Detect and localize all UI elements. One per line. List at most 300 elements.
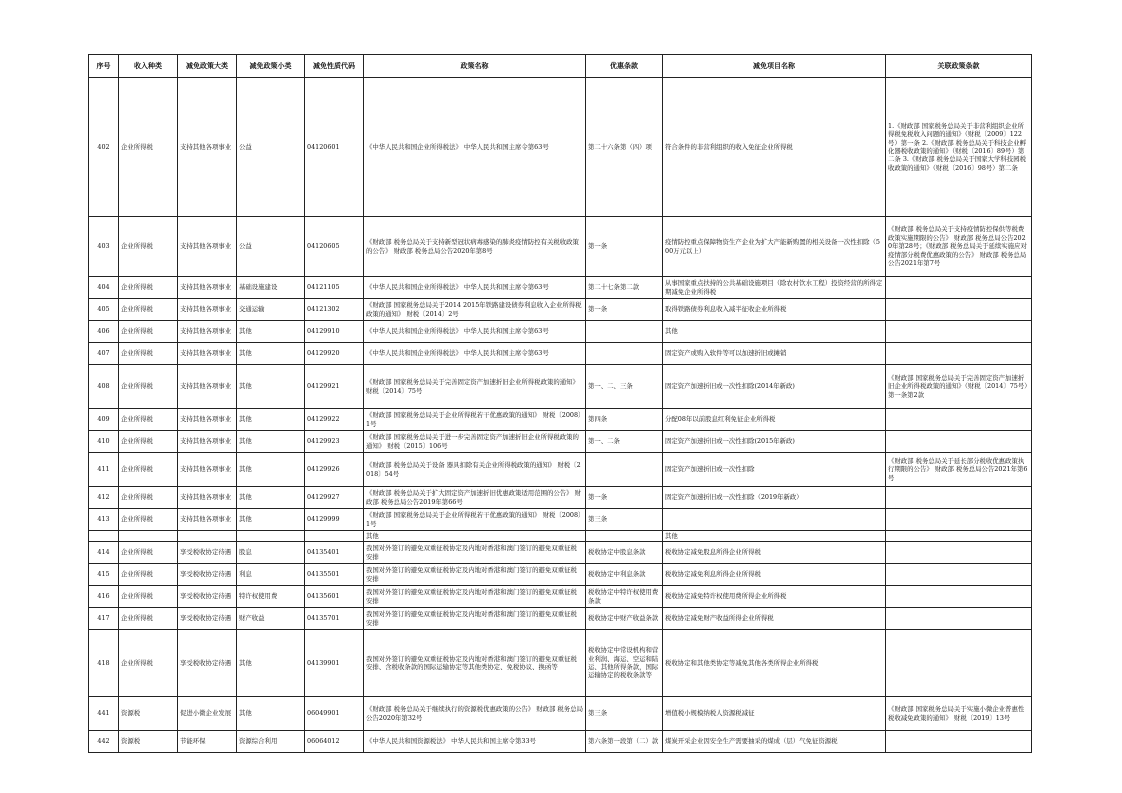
clause-text: 税收协定中常设机构和营业利润、海运、空运和陆运、其他所得条款，国际运输协定的税收条款等 (588, 646, 659, 680)
row-index-cell (89, 365, 119, 409)
related-clause-cell (886, 542, 1032, 564)
relief-item-text: 其他 (665, 531, 678, 540)
row-index-cell (89, 608, 119, 630)
income-type-text: 企业所得税 (121, 327, 153, 336)
policy-category-text: 支持其他各项事业 (180, 493, 232, 502)
relief-code-cell (305, 697, 364, 731)
related-clause-cell (886, 299, 1032, 321)
policy-name-cell (364, 453, 586, 487)
policy-category-text: 支持其他各项事业 (180, 305, 232, 314)
income-type-cell (119, 697, 178, 731)
table-row (89, 608, 1032, 630)
policy-name-cell (364, 608, 586, 630)
income-type-text: 企业所得税 (121, 305, 153, 314)
relief-item-cell (663, 217, 886, 277)
policy-category-text: 支持其他各项事业 (180, 382, 232, 391)
header-clause: 优惠条款 (586, 55, 663, 78)
table-row (89, 321, 1032, 343)
income-type-text: 企业所得税 (121, 415, 153, 424)
policy-name-cell (364, 299, 586, 321)
income-type-text: 企业所得税 (121, 515, 153, 524)
row-index-text: 410 (97, 437, 110, 446)
policy-category-cell (178, 630, 237, 697)
clause-cell (586, 542, 663, 564)
row-index-cell (89, 630, 119, 697)
related-clause-text: 《财政部 税务总局关于延长部分税收优惠政策执行期限的公告》 财政部 税务总局公告2021年第6号 (888, 456, 1028, 482)
policy-category-text: 享受税收协定待遇 (180, 658, 232, 667)
relief-code-text: 04129910 (307, 327, 340, 336)
policy-subcategory-cell (237, 531, 305, 542)
income-type-cell (119, 509, 178, 531)
clause-text: 第一、二、三条 (588, 382, 633, 391)
table-row (89, 431, 1032, 453)
relief-code-text: 04120601 (307, 142, 340, 151)
policy-category-text: 支持其他各项事业 (180, 242, 232, 251)
clause-text: 税收协定中财产收益条款 (588, 614, 659, 623)
relief-code-text: 04121105 (307, 283, 340, 292)
income-type-cell (119, 531, 178, 542)
policy-category-text: 支持其他各项事业 (180, 465, 232, 474)
relief-item-text: 煤炭开采企业因安全生产需要抽采的煤成（层）气免征资源税 (665, 737, 838, 746)
relief-code-cell (305, 343, 364, 365)
relief-item-cell (663, 608, 886, 630)
policy-category-text: 支持其他各项事业 (180, 437, 232, 446)
policy-name-cell (364, 487, 586, 509)
relief-code-cell (305, 217, 364, 277)
clause-cell (586, 564, 663, 586)
income-type-text: 资源税 (121, 737, 141, 746)
row-index-text: 406 (97, 327, 110, 336)
policy-name-text: 我国对外签订的避免双重征税协定及内地对香港和澳门签订的避免双重征税安排 (366, 566, 577, 583)
policy-table (88, 54, 1032, 753)
policy-category-cell (178, 564, 237, 586)
clause-text: 税收协定中特许权使用费条款 (588, 588, 659, 605)
policy-category-cell (178, 217, 237, 277)
relief-code-text: 04129921 (307, 382, 340, 391)
relief-item-text: 从事国家重点扶持的公共基础设施项目（除农村饮水工程）投资经营的所得定期减免企业所得税 (665, 279, 883, 296)
policy-name-cell (364, 542, 586, 564)
related-clause-cell (886, 321, 1032, 343)
policy-subcategory-cell (237, 630, 305, 697)
relief-code-text: 04129920 (307, 349, 340, 358)
income-type-cell (119, 564, 178, 586)
policy-subcategory-text: 利息 (239, 570, 252, 579)
policy-subcategory-text: 特许权使用费 (239, 592, 278, 601)
clause-cell (586, 277, 663, 299)
row-index-cell (89, 542, 119, 564)
row-index-text: 442 (97, 737, 110, 746)
row-index-text: 412 (97, 493, 110, 502)
row-index-text: 404 (97, 283, 110, 292)
policy-category-cell (178, 321, 237, 343)
row-index-cell (89, 277, 119, 299)
clause-text: 第一条 (588, 242, 608, 251)
income-type-cell (119, 731, 178, 753)
policy-category-text: 享受税收协定待遇 (180, 570, 232, 579)
related-clause-text: 《财政部 税务总局关于支持疫情防控保供等税费政策实施期限的公告》 财政部 税务总局公告2020年第28号；《财政部 税务总局关于延续实施应对疫情部分税费优惠政策的公告》 财政部 税务总局公告2021年第7号 (888, 225, 1027, 268)
policy-name-cell (364, 586, 586, 608)
relief-item-text: 固定资产加速折旧或一次性扣除 (665, 465, 755, 474)
related-clause-cell (886, 277, 1032, 299)
relief-item-cell (663, 78, 886, 217)
policy-subcategory-text: 其他 (239, 658, 252, 667)
policy-name-cell (364, 509, 586, 531)
relief-item-cell (663, 409, 886, 431)
clause-text: 第三条 (588, 515, 608, 524)
policy-subcategory-cell (237, 299, 305, 321)
relief-code-cell (305, 564, 364, 586)
relief-item-text: 固定资产加速折旧或一次性扣除(2015年新政) (665, 437, 795, 446)
income-type-cell (119, 78, 178, 217)
income-type-cell (119, 608, 178, 630)
relief-code-cell (305, 608, 364, 630)
related-clause-cell (886, 531, 1032, 542)
related-clause-cell (886, 608, 1032, 630)
income-type-text: 企业所得税 (121, 142, 153, 151)
policy-name-text: 《中华人民共和国企业所得税法》 中华人民共和国主席令第63号 (366, 349, 549, 358)
relief-item-cell (663, 453, 886, 487)
policy-subcategory-text: 资源综合利用 (239, 737, 278, 746)
policy-subcategory-text: 公益 (239, 142, 252, 151)
related-clause-text: 《财政部 国家税务总局关于实施小微企业普惠性税收减免政策的通知》 财税〔2019〕13号 (888, 705, 1025, 722)
policy-subcategory-text: 其他 (239, 437, 252, 446)
row-index-cell (89, 343, 119, 365)
clause-cell (586, 697, 663, 731)
policy-subcategory-text: 其他 (239, 415, 252, 424)
clause-cell (586, 630, 663, 697)
relief-item-text: 税收协定减免财产收益所得企业所得税 (665, 614, 774, 623)
row-index-cell (89, 697, 119, 731)
row-index-cell (89, 564, 119, 586)
relief-code-text: 04129923 (307, 437, 340, 446)
related-clause-cell (886, 409, 1032, 431)
policy-category-text: 支持其他各项事业 (180, 349, 232, 358)
policy-subcategory-text: 其他 (239, 493, 252, 502)
policy-subcategory-cell (237, 697, 305, 731)
row-index-text: 405 (97, 305, 110, 314)
relief-item-cell (663, 731, 886, 753)
relief-code-cell (305, 277, 364, 299)
relief-code-cell (305, 453, 364, 487)
header-income-type: 收入种类 (119, 55, 178, 78)
related-clause-text: 《财政部 国家税务总局关于完善固定资产加速折旧企业所得税政策的通知》（财税〔2014〕75号）第一条第2款 (888, 373, 1028, 399)
relief-code-cell (305, 409, 364, 431)
income-type-cell (119, 365, 178, 409)
policy-category-cell (178, 277, 237, 299)
relief-item-text: 疫情防控重点保障物资生产企业为扩大产能新购置的相关设备一次性扣除（500万元以上） (665, 238, 880, 255)
policy-subcategory-cell (237, 217, 305, 277)
policy-subcategory-cell (237, 509, 305, 531)
clause-cell (586, 453, 663, 487)
clause-cell (586, 217, 663, 277)
policy-category-cell (178, 608, 237, 630)
clause-cell (586, 321, 663, 343)
relief-code-text: 04121302 (307, 305, 340, 314)
table-row (89, 277, 1032, 299)
policy-name-cell (364, 630, 586, 697)
policy-subcategory-cell (237, 453, 305, 487)
table-row (89, 365, 1032, 409)
relief-item-text: 税收协定减免利息所得企业所得税 (665, 570, 761, 579)
row-index-cell (89, 509, 119, 531)
relief-code-text: 04129999 (307, 515, 340, 524)
related-clause-cell (886, 431, 1032, 453)
income-type-text: 资源税 (121, 709, 141, 718)
relief-code-cell (305, 509, 364, 531)
policy-name-text: 《财政部 国家税务总局关于企业所得税若干优惠政策的通知》 财税〔2008〕1号 (366, 411, 582, 428)
policy-category-text: 支持其他各项事业 (180, 142, 232, 151)
policy-subcategory-cell (237, 542, 305, 564)
policy-subcategory-cell (237, 431, 305, 453)
clause-cell (586, 299, 663, 321)
clause-cell (586, 487, 663, 509)
header-relief-item: 减免项目名称 (663, 55, 886, 78)
policy-category-cell (178, 409, 237, 431)
row-index-text: 418 (97, 658, 110, 667)
relief-item-cell (663, 630, 886, 697)
policy-name-text: 《财政部 税务总局关于扩大固定资产加速折旧优惠政策适用范围的公告》 财政部 税务总局公告2019年第66号 (366, 489, 581, 506)
relief-code-text: 04139901 (307, 658, 340, 667)
table-row (89, 731, 1032, 753)
table-row (89, 343, 1032, 365)
relief-code-text: 04120605 (307, 242, 340, 251)
policy-category-text: 享受税收协定待遇 (180, 614, 232, 623)
relief-item-text: 税收协定减免股息所得企业所得税 (665, 548, 761, 557)
row-index-text: 408 (97, 382, 110, 391)
table-header-row (89, 55, 1032, 78)
relief-code-text: 04129927 (307, 493, 340, 502)
clause-text: 第一条 (588, 493, 608, 502)
income-type-text: 企业所得税 (121, 548, 153, 557)
income-type-text: 企业所得税 (121, 658, 153, 667)
relief-code-cell (305, 487, 364, 509)
row-index-cell (89, 731, 119, 753)
table-row (89, 586, 1032, 608)
relief-item-cell (663, 564, 886, 586)
relief-item-cell (663, 321, 886, 343)
row-index-text: 403 (97, 242, 110, 251)
relief-item-cell (663, 542, 886, 564)
relief-item-text: 取得铁路债券利息收入减半征收企业所得税 (665, 305, 787, 314)
table-row (89, 217, 1032, 277)
policy-category-text: 支持其他各项事业 (180, 415, 232, 424)
policy-name-cell (364, 531, 586, 542)
policy-name-text: 《财政部 国家税务总局关于进一步完善固定资产加速折旧企业所得税政策的通知》 财税〔2015〕106号 (366, 433, 579, 450)
related-clause-cell (886, 697, 1032, 731)
policy-subcategory-text: 其他 (239, 515, 252, 524)
income-type-cell (119, 542, 178, 564)
clause-cell (586, 531, 663, 542)
row-index-cell (89, 453, 119, 487)
policy-name-text: 我国对外签订的避免双重征税协定及内地对香港和澳门签订的避免双重征税安排 (366, 544, 577, 561)
policy-name-cell (364, 78, 586, 217)
policy-name-cell (364, 277, 586, 299)
table-row (89, 509, 1032, 531)
policy-subcategory-text: 基础设施建设 (239, 283, 278, 292)
relief-item-cell (663, 531, 886, 542)
policy-subcategory-text: 其他 (239, 349, 252, 358)
income-type-cell (119, 487, 178, 509)
table-row (89, 78, 1032, 217)
row-index-text: 411 (97, 465, 110, 474)
row-index-cell (89, 431, 119, 453)
policy-name-text: 《中华人民共和国企业所得税法》 中华人民共和国主席令第63号 (366, 142, 549, 151)
policy-category-cell (178, 343, 237, 365)
income-type-cell (119, 217, 178, 277)
clause-text: 税收协定中股息条款 (588, 548, 646, 557)
relief-code-cell (305, 78, 364, 217)
relief-item-text: 税收协定和其他类协定等减免其他各类所得企业所得税 (665, 658, 819, 667)
relief-item-text: 符合条件的非营利组织的收入免征企业所得税 (665, 142, 793, 151)
policy-subcategory-text: 股息 (239, 548, 252, 557)
relief-code-cell (305, 431, 364, 453)
policy-category-cell (178, 365, 237, 409)
relief-item-cell (663, 277, 886, 299)
income-type-text: 企业所得税 (121, 493, 153, 502)
income-type-cell (119, 299, 178, 321)
row-index-cell (89, 217, 119, 277)
clause-text: 第二十七条第二款 (588, 283, 640, 292)
income-type-cell (119, 431, 178, 453)
clause-cell (586, 731, 663, 753)
relief-code-cell (305, 321, 364, 343)
row-index-text: 413 (97, 515, 110, 524)
relief-item-cell (663, 299, 886, 321)
header-policy-subcategory: 减免政策小类 (237, 55, 305, 78)
relief-code-text: 04129922 (307, 415, 340, 424)
relief-code-cell (305, 365, 364, 409)
income-type-cell (119, 321, 178, 343)
table-row (89, 531, 1032, 542)
related-clause-cell (886, 564, 1032, 586)
clause-cell (586, 365, 663, 409)
relief-code-cell (305, 299, 364, 321)
policy-name-text: 《财政部 国家税务总局关于完善固定资产加速折旧企业所得税政策的通知》 财税〔2014〕75号 (366, 378, 579, 395)
policy-name-text: 其他 (366, 531, 379, 540)
policy-name-text: 《财政部 税务总局关于设备 器具扣除有关企业所得税政策的通知》 财税〔2018〕54号 (366, 461, 581, 478)
income-type-text: 企业所得税 (121, 283, 153, 292)
policy-category-cell (178, 487, 237, 509)
income-type-text: 企业所得税 (121, 382, 153, 391)
row-index-cell (89, 299, 119, 321)
clause-text: 第一条 (588, 305, 608, 314)
relief-code-text: 04135601 (307, 592, 340, 601)
income-type-cell (119, 277, 178, 299)
policy-subcategory-text: 交通运输 (239, 305, 265, 314)
related-clause-cell (886, 630, 1032, 697)
relief-code-cell (305, 586, 364, 608)
related-clause-text: 1.《财政部 国家税务总局关于非营利组织企业所得税免税收入问题的通知》（财税〔2009〕122号）第一条 2.《财政部 税务总局关于科技企业孵化器税收政策的通知》（财税〔2016〕89号）第二条 3.《财政部 税务总局关于国家大学科技园税收政策的通知》（财税〔2016〕98号）第二条 (888, 121, 1026, 172)
relief-item-text: 增值税小规模纳税人资源税减征 (665, 709, 755, 718)
table-row (89, 542, 1032, 564)
income-type-cell (119, 409, 178, 431)
policy-category-cell (178, 299, 237, 321)
relief-item-text: 固定资产加速折旧或一次性扣除（2019年新政） (665, 493, 803, 502)
row-index-text: 416 (97, 592, 110, 601)
relief-item-cell (663, 509, 886, 531)
policy-category-cell (178, 586, 237, 608)
income-type-cell (119, 586, 178, 608)
relief-item-cell (663, 343, 886, 365)
policy-category-text: 支持其他各项事业 (180, 515, 232, 524)
related-clause-cell (886, 453, 1032, 487)
related-clause-cell (886, 487, 1032, 509)
relief-item-cell (663, 365, 886, 409)
policy-category-text: 享受税收协定待遇 (180, 592, 232, 601)
relief-item-text: 固定资产加速折旧或一次性扣除(2014年新政) (665, 382, 795, 391)
row-index-cell (89, 321, 119, 343)
policy-name-cell (364, 564, 586, 586)
table-row (89, 487, 1032, 509)
income-type-text: 企业所得税 (121, 570, 153, 579)
policy-category-text: 支持其他各项事业 (180, 283, 232, 292)
row-index-text: 402 (97, 142, 110, 151)
relief-code-cell (305, 630, 364, 697)
relief-item-text: 分配08年以前股息红利免征企业所得税 (665, 415, 776, 424)
clause-cell (586, 586, 663, 608)
relief-code-text: 06064012 (307, 737, 340, 746)
row-index-cell (89, 487, 119, 509)
clause-cell (586, 78, 663, 217)
policy-name-text: 《财政部 国家税务总局关于企业所得税若干优惠政策的通知》 财税〔2008〕1号 (366, 511, 582, 528)
relief-code-text: 04135501 (307, 570, 340, 579)
row-index-text: 407 (97, 349, 110, 358)
clause-text: 第二十六条第（四）项 (588, 142, 652, 151)
clause-cell (586, 343, 663, 365)
related-clause-cell (886, 217, 1032, 277)
row-index-text: 414 (97, 548, 110, 557)
policy-subcategory-cell (237, 409, 305, 431)
relief-code-text: 04135401 (307, 548, 340, 557)
related-clause-cell (886, 78, 1032, 217)
header-policy-name: 政策名称 (364, 55, 586, 78)
row-index-text: 417 (97, 614, 110, 623)
income-type-text: 企业所得税 (121, 614, 153, 623)
policy-name-cell (364, 431, 586, 453)
policy-name-text: 《财政部 税务总局关于继续执行的资源税优惠政策的公告》 财政部 税务总局公告2020年第32号 (366, 705, 583, 722)
policy-subcategory-text: 其他 (239, 382, 252, 391)
related-clause-cell (886, 343, 1032, 365)
policy-name-cell (364, 343, 586, 365)
relief-item-text: 其他 (665, 327, 678, 336)
policy-subcategory-cell (237, 731, 305, 753)
table-row (89, 630, 1032, 697)
policy-subcategory-text: 其他 (239, 327, 252, 336)
policy-subcategory-cell (237, 277, 305, 299)
relief-item-text: 固定资产或购入软件等可以加速折旧或摊销 (665, 349, 787, 358)
related-clause-cell (886, 509, 1032, 531)
header-related-clause: 关联政策条款 (886, 55, 1032, 78)
policy-subcategory-cell (237, 564, 305, 586)
clause-text: 第六条第一段第（二）款 (588, 737, 659, 746)
income-type-cell (119, 453, 178, 487)
policy-category-cell (178, 509, 237, 531)
policy-category-cell (178, 697, 237, 731)
row-index-text: 415 (97, 570, 110, 579)
policy-name-cell (364, 731, 586, 753)
policy-name-cell (364, 321, 586, 343)
clause-text: 第一、二条 (588, 437, 620, 446)
income-type-text: 企业所得税 (121, 437, 153, 446)
policy-subcategory-cell (237, 343, 305, 365)
header-index: 序号 (89, 55, 119, 78)
policy-name-cell (364, 409, 586, 431)
table-row (89, 697, 1032, 731)
header-policy-category: 减免政策大类 (178, 55, 237, 78)
clause-text: 税收协定中利息条款 (588, 570, 646, 579)
related-clause-cell (886, 731, 1032, 753)
policy-subcategory-text: 公益 (239, 242, 252, 251)
